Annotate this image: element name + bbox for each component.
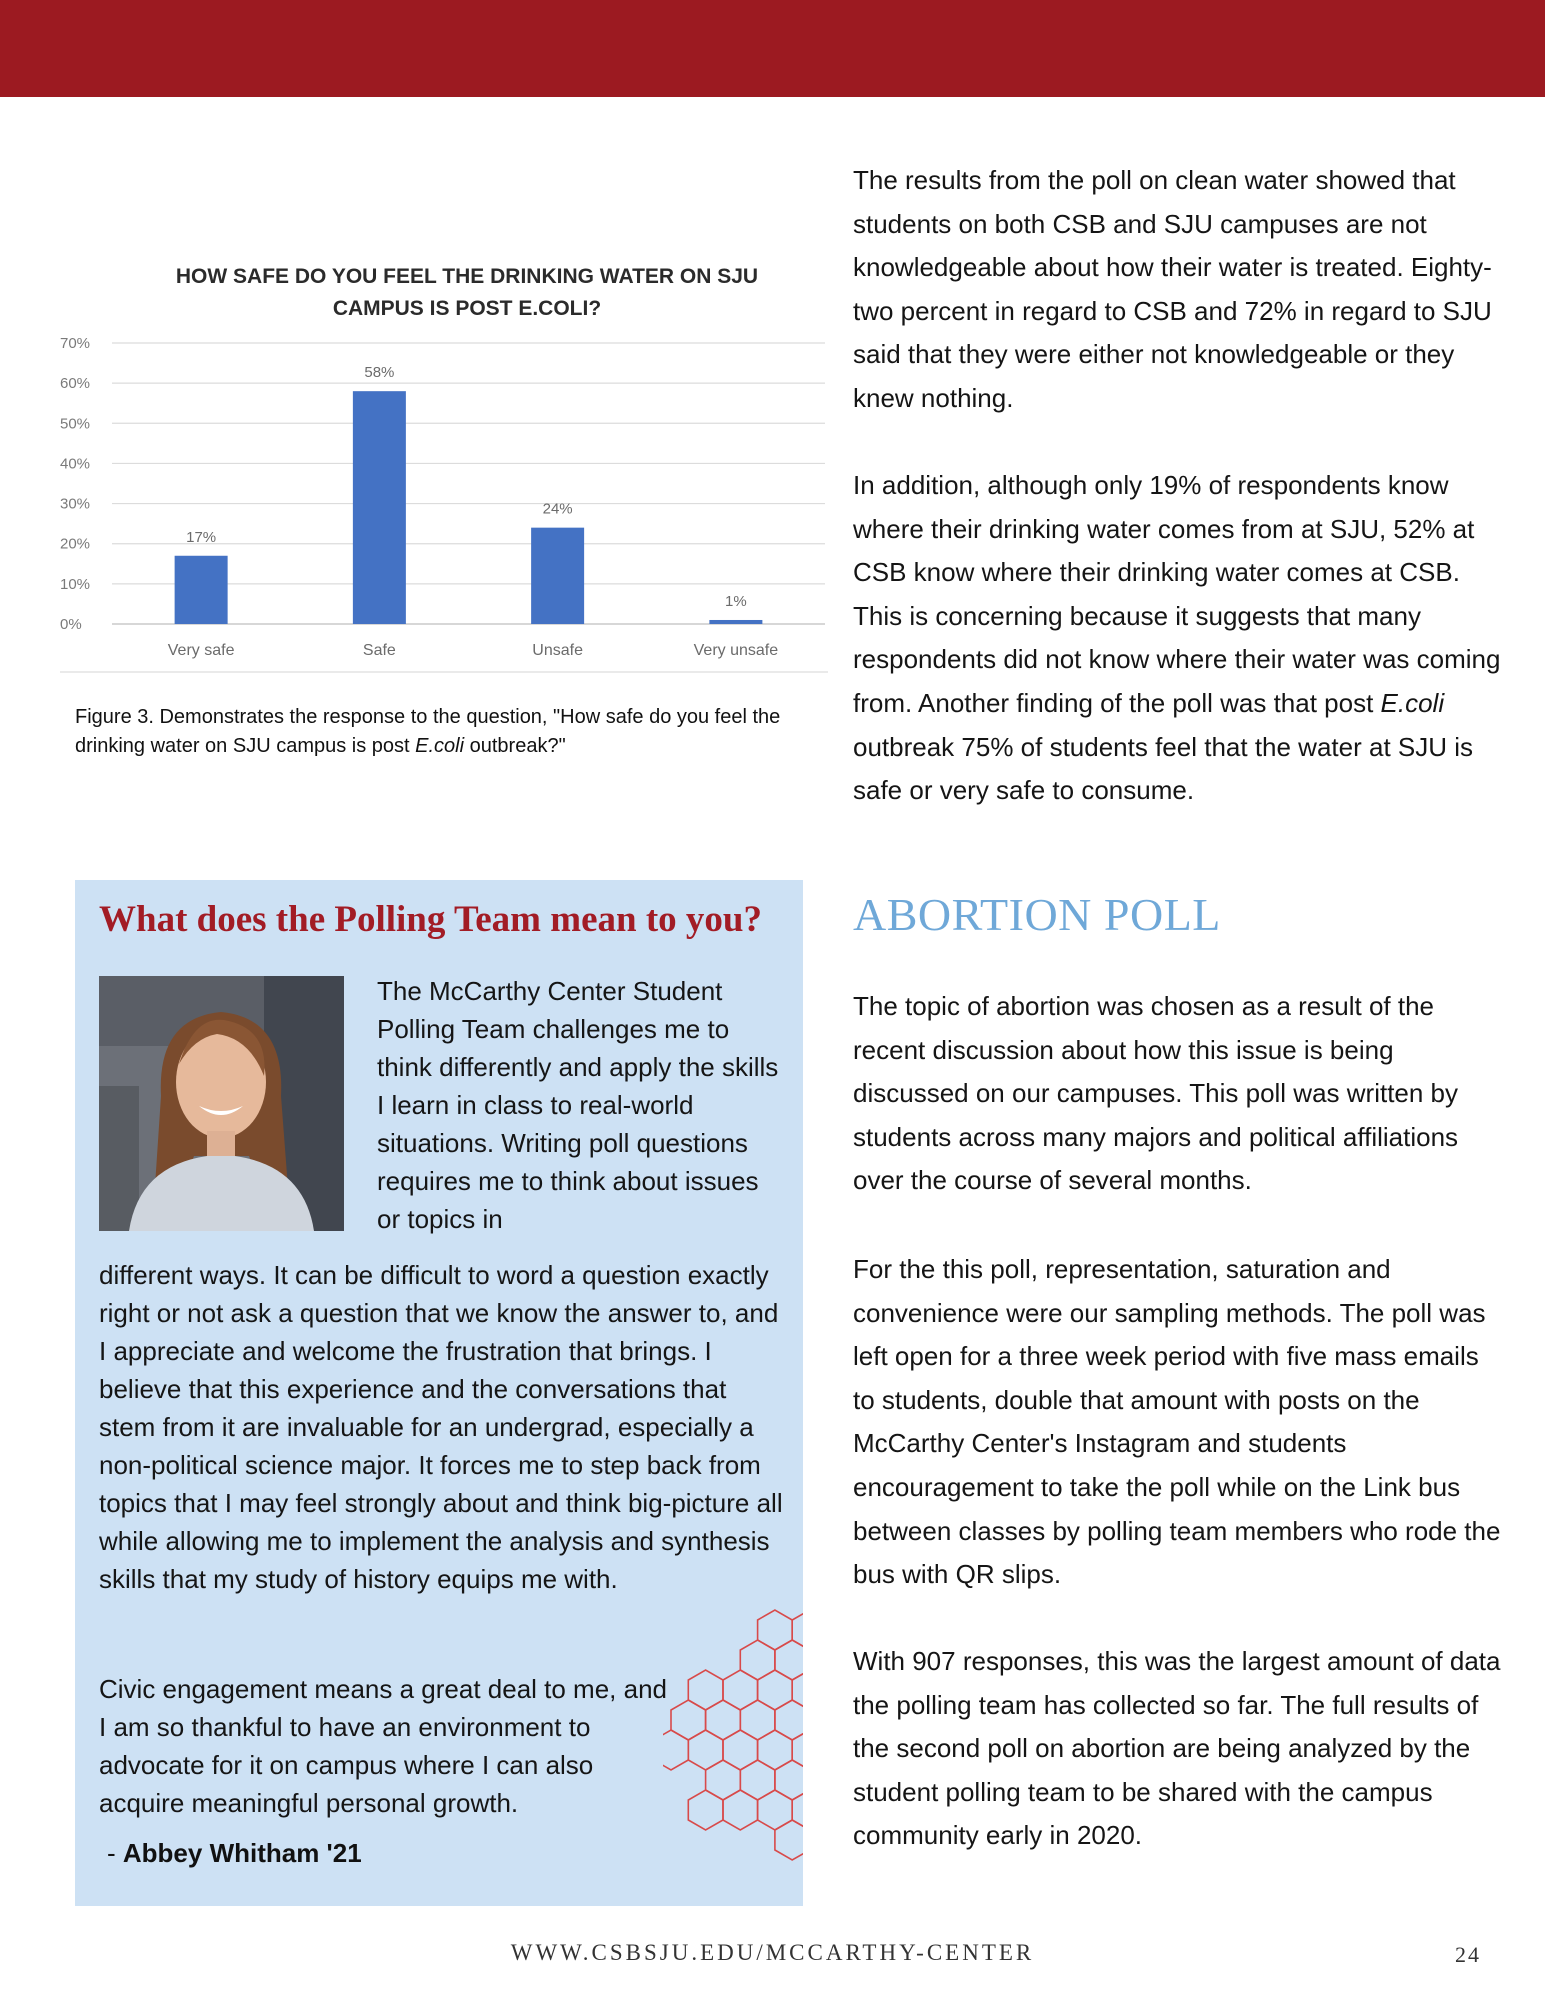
hexagon-shape (663, 1730, 688, 1770)
hexagon-shape (740, 1700, 775, 1740)
category-label: Safe (362, 642, 396, 659)
bar-safe (353, 391, 406, 624)
student-portrait-image (99, 976, 344, 1231)
polling-box-paragraph-2: Civic engagement means a great deal to me, and I am so thankful to have an environment to advocate for it on campus where I can also acquire meaningful personal growth. (99, 1674, 668, 1818)
chart-svg (60, 250, 835, 680)
hexagon-shape (723, 1730, 758, 1770)
y-tick-label: 0% (60, 616, 82, 633)
bar-unsafe (531, 528, 584, 624)
hexagon-shape (706, 1760, 741, 1800)
hexagon-shape (723, 1790, 758, 1830)
hexagon-shape (740, 1760, 775, 1800)
hexagon-shape (775, 1820, 803, 1860)
sampling-methods-paragraph: For the this poll, representation, saturation and convenience were our sampling methods. The poll was left open for a three week period with five mass emails to students, double that amount with posts on the McCarthy Center's Instagram and students encouragement to take the poll while on the Link bus between classes by polling team members who rode the bus with QR slips. (853, 1254, 1501, 1590)
hexagon-shape (758, 1730, 793, 1770)
signature (107, 1838, 362, 1869)
hexagon-shape (706, 1700, 741, 1740)
chart-title-line-2: CAMPUS IS POST E.COLI? (332, 297, 602, 320)
hexagon-shape (775, 1640, 803, 1680)
water-source-text-b: outbreak 75% of students feel that the water at SJU is safe or very safe to consume. (853, 731, 1474, 806)
y-tick-label: 10% (60, 575, 91, 593)
page-number: 24 (1455, 1942, 1481, 1967)
category-label: Very unsafe (693, 642, 779, 659)
hexagon-shape (775, 1700, 803, 1740)
hexagon-shape (758, 1610, 793, 1650)
water-results-paragraph: The results from the poll on clean water showed that students on both CSB and SJU campuses are not knowledgeable about how their water is treated. Eighty-two percent in regard to CSB and 72% in regard to SJU said that they were either not knowledgeable or they knew nothing. (853, 165, 1492, 413)
polling-team-box (75, 880, 803, 1906)
responses-paragraph: With 907 responses, this was the largest amount of data the polling team has collected so far. The full results of the second poll on abortion are being analyzed by the student polling team to be shared with the campus community early in 2020. (853, 1646, 1501, 1851)
caption-text-2: outbreak?" (464, 735, 566, 757)
category-label: Very safe (167, 642, 235, 659)
polling-box-paragraph-1b: different ways. It can be difficult to word a question exactly right or not ask a question that we know the answer to, and I appreciate and welcome the frustration that brings. I believe that this experience and the conversations that stem from it are invaluable for an undergrad, especially a non-political science major. It forces me to step back from topics that I may feel strongly about and think big-picture all while allowing me to implement the analysis and synthesis skills that my study of history equips me with. (99, 1260, 783, 1594)
hexagon-shape (723, 1670, 758, 1710)
student-photo (99, 976, 344, 1231)
chart-title-line-1: HOW SAFE DO YOU FEEL THE DRINKING WATER ON SJU (175, 265, 759, 288)
signature-prefix: - (107, 1838, 123, 1868)
footer-url: WWW.CSBSJU.EDU/MCCARTHY-CENTER (510, 1940, 1035, 1965)
hexagon-shape (775, 1760, 803, 1800)
polling-box-title: What does the Polling Team mean to you? (99, 899, 762, 940)
data-label: 17% (186, 528, 217, 546)
figure-caption (75, 703, 835, 761)
y-tick-label: 50% (60, 415, 91, 433)
caption-text-1: Figure 3. Demonstrates the response to the question, "How safe do you feel the drinking water on SJU campus is post (75, 706, 781, 757)
hexagon-shape (758, 1790, 793, 1830)
bar-very-safe (175, 556, 228, 624)
y-tick-label: 70% (60, 335, 91, 352)
y-tick-label: 40% (60, 455, 91, 473)
hexagon-shape (688, 1730, 723, 1770)
data-label: 1% (725, 592, 747, 610)
water-source-text-a: In addition, although only 19% of respondents know where their drinking water comes from at SJU, 52% at CSB know where their drinking water comes at CSB. This is concerning because it suggests that many respondents did not know where their water was coming from. Another finding of the poll was that post (853, 470, 1501, 718)
caption-italic: E.coli (415, 735, 465, 757)
bar-very-unsafe (709, 620, 762, 624)
abortion-topic-paragraph: The topic of abortion was chosen as a result of the recent discussion about how this issue is being discussed on our campuses. This poll was written by students across many majors and political affiliations over the course of several months. (853, 991, 1459, 1196)
abortion-poll-heading: ABORTION POLL (853, 889, 1221, 940)
hexagon-shape (740, 1640, 775, 1680)
hexagon-shape (688, 1790, 723, 1830)
y-tick-label: 60% (60, 375, 91, 393)
water-source-paragraph (853, 464, 1503, 813)
hexagon-shape (671, 1700, 706, 1740)
category-label: Unsafe (532, 642, 583, 659)
hexagon-shape (758, 1670, 793, 1710)
y-tick-label: 20% (60, 535, 91, 553)
y-tick-label: 30% (60, 495, 91, 513)
hexagon-pattern-icon (663, 1608, 803, 1878)
hexagon-shape (688, 1670, 723, 1710)
data-label: 24% (542, 500, 573, 518)
header-bar (0, 0, 1545, 97)
polling-box-paragraph-1a: The McCarthy Center Student Polling Team challenges me to think differently and apply the skills I learn in class to real-world situations. Writing poll questions requires me to think about issues or topics in (377, 976, 779, 1234)
data-label: 58% (364, 364, 395, 382)
water-source-italic: E.coli (1380, 687, 1445, 718)
signature-name: Abbey Whitham '21 (122, 1838, 362, 1868)
bar-chart (60, 250, 835, 680)
